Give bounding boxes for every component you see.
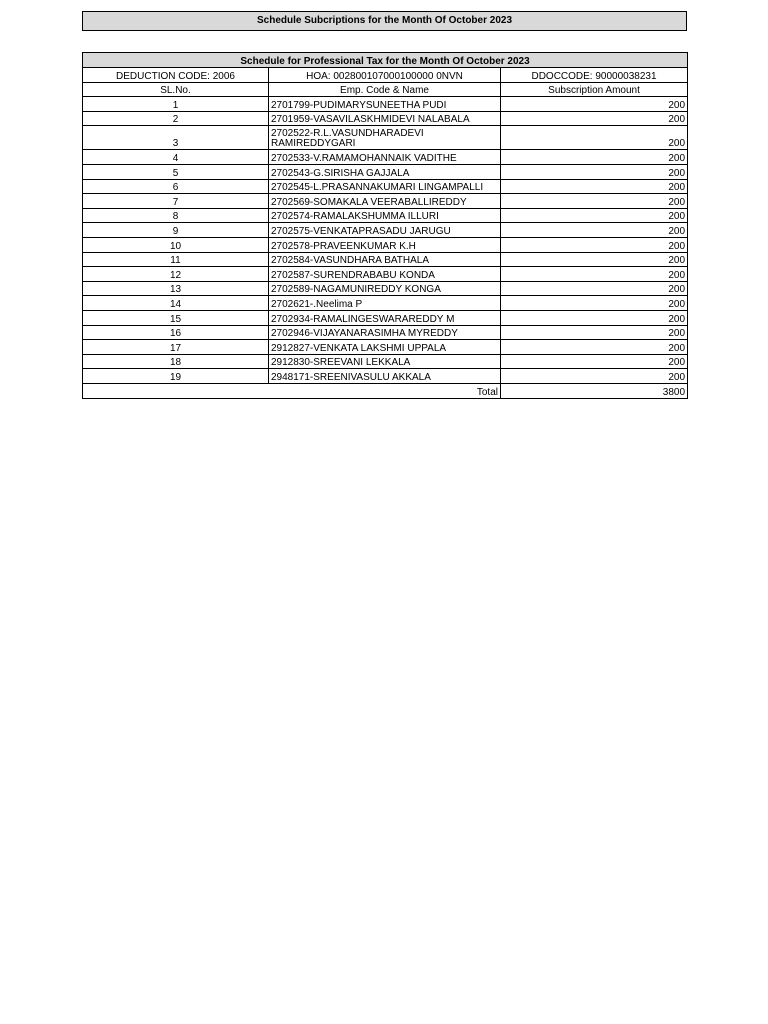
row-sl-no: 13 bbox=[83, 281, 269, 296]
row-sl-no: 14 bbox=[83, 296, 269, 311]
row-sl-no: 3 bbox=[83, 126, 269, 150]
table-row bbox=[83, 97, 688, 112]
row-sl-no: 19 bbox=[83, 369, 269, 384]
row-emp-code-name: 2702569-SOMAKALA VEERABALLIREDDY bbox=[269, 194, 501, 209]
row-subscription-amount: 200 bbox=[501, 164, 688, 179]
row-emp-code-name: 2912827-VENKATA LAKSHMI UPPALA bbox=[269, 340, 501, 355]
schedule-banner-title: Schedule Subcriptions for the Month Of October 2023 bbox=[82, 11, 687, 31]
row-sl-no: 9 bbox=[83, 223, 269, 238]
total-row bbox=[83, 383, 688, 398]
row-subscription-amount: 200 bbox=[501, 126, 688, 150]
table-row bbox=[83, 194, 688, 209]
row-subscription-amount: 200 bbox=[501, 354, 688, 369]
row-emp-code-name: 2702578-PRAVEENKUMAR K.H bbox=[269, 237, 501, 252]
row-subscription-amount: 200 bbox=[501, 281, 688, 296]
row-emp-code-name: 2702587-SURENDRABABU KONDA bbox=[269, 267, 501, 282]
table-row bbox=[83, 237, 688, 252]
row-subscription-amount: 200 bbox=[501, 208, 688, 223]
ddo-code: DDOCCODE: 90000038231 bbox=[501, 68, 688, 83]
row-sl-no: 10 bbox=[83, 237, 269, 252]
row-sl-no: 4 bbox=[83, 150, 269, 165]
deduction-code: DEDUCTION CODE: 2006 bbox=[83, 68, 269, 83]
table-row bbox=[83, 354, 688, 369]
row-emp-code-name: 2948171-SREENIVASULU AKKALA bbox=[269, 369, 501, 384]
header-subscription-amount: Subscription Amount bbox=[501, 82, 688, 97]
schedule-table-body bbox=[83, 53, 688, 399]
table-row bbox=[83, 111, 688, 126]
professional-tax-schedule-table bbox=[82, 52, 688, 399]
row-emp-code-name: 2701799-PUDIMARYSUNEETHA PUDI bbox=[269, 97, 501, 112]
row-sl-no: 1 bbox=[83, 97, 269, 112]
table-row bbox=[83, 340, 688, 355]
table-title-row bbox=[83, 53, 688, 68]
header-emp-code-name: Emp. Code & Name bbox=[269, 82, 501, 97]
table-row bbox=[83, 369, 688, 384]
row-subscription-amount: 200 bbox=[501, 310, 688, 325]
table-row bbox=[83, 223, 688, 238]
row-emp-code-name: 2702574-RAMALAKSHUMMA ILLURI bbox=[269, 208, 501, 223]
row-emp-code-name: 2702543-G.SIRISHA GAJJALA bbox=[269, 164, 501, 179]
total-amount: 3800 bbox=[501, 383, 688, 398]
row-sl-no: 7 bbox=[83, 194, 269, 209]
table-row bbox=[83, 179, 688, 194]
table-row bbox=[83, 208, 688, 223]
table-row bbox=[83, 126, 688, 150]
table-title: Schedule for Professional Tax for the Month Of October 2023 bbox=[83, 53, 688, 68]
table-row bbox=[83, 150, 688, 165]
table-row bbox=[83, 164, 688, 179]
row-emp-code-name: 2702584-VASUNDHARA BATHALA bbox=[269, 252, 501, 267]
row-subscription-amount: 200 bbox=[501, 325, 688, 340]
codes-row bbox=[83, 68, 688, 83]
row-sl-no: 17 bbox=[83, 340, 269, 355]
row-subscription-amount: 200 bbox=[501, 97, 688, 112]
row-subscription-amount: 200 bbox=[501, 252, 688, 267]
row-emp-code-name: 2702589-NAGAMUNIREDDY KONGA bbox=[269, 281, 501, 296]
row-sl-no: 12 bbox=[83, 267, 269, 282]
table-row bbox=[83, 310, 688, 325]
header-row bbox=[83, 82, 688, 97]
row-subscription-amount: 200 bbox=[501, 369, 688, 384]
table-row bbox=[83, 281, 688, 296]
row-sl-no: 15 bbox=[83, 310, 269, 325]
header-sl-no: SL.No. bbox=[83, 82, 269, 97]
row-subscription-amount: 200 bbox=[501, 223, 688, 238]
row-subscription-amount: 200 bbox=[501, 296, 688, 311]
row-sl-no: 8 bbox=[83, 208, 269, 223]
row-sl-no: 18 bbox=[83, 354, 269, 369]
table-row bbox=[83, 325, 688, 340]
row-subscription-amount: 200 bbox=[501, 150, 688, 165]
row-emp-code-name: 2702621-.Neelima P bbox=[269, 296, 501, 311]
row-emp-code-name: 2702522-R.L.VASUNDHARADEVI RAMIREDDYGARI bbox=[269, 126, 501, 150]
table-row bbox=[83, 296, 688, 311]
row-subscription-amount: 200 bbox=[501, 179, 688, 194]
row-sl-no: 11 bbox=[83, 252, 269, 267]
row-emp-code-name: 2912830-SREEVANI LEKKALA bbox=[269, 354, 501, 369]
row-subscription-amount: 200 bbox=[501, 340, 688, 355]
table-row bbox=[83, 252, 688, 267]
row-emp-code-name: 2702934-RAMALINGESWARAREDDY M bbox=[269, 310, 501, 325]
total-label: Total bbox=[83, 383, 501, 398]
row-emp-code-name: 2701959-VASAVILASKHMIDEVI NALABALA bbox=[269, 111, 501, 126]
row-sl-no: 16 bbox=[83, 325, 269, 340]
row-sl-no: 2 bbox=[83, 111, 269, 126]
row-sl-no: 6 bbox=[83, 179, 269, 194]
row-subscription-amount: 200 bbox=[501, 194, 688, 209]
row-subscription-amount: 200 bbox=[501, 111, 688, 126]
row-emp-code-name: 2702545-L.PRASANNAKUMARI LINGAMPALLI bbox=[269, 179, 501, 194]
row-subscription-amount: 200 bbox=[501, 237, 688, 252]
hoa-code: HOA: 002800107000100000 0NVN bbox=[269, 68, 501, 83]
row-emp-code-name: 2702533-V.RAMAMOHANNAIK VADITHE bbox=[269, 150, 501, 165]
row-emp-code-name: 2702575-VENKATAPRASADU JARUGU bbox=[269, 223, 501, 238]
row-emp-code-name: 2702946-VIJAYANARASIMHA MYREDDY bbox=[269, 325, 501, 340]
row-subscription-amount: 200 bbox=[501, 267, 688, 282]
table-row bbox=[83, 267, 688, 282]
row-sl-no: 5 bbox=[83, 164, 269, 179]
